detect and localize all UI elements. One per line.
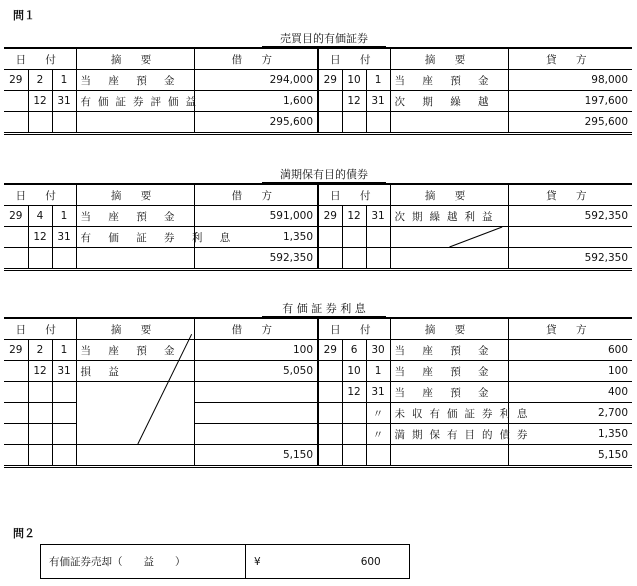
header-summary-right: 摘 要 — [390, 48, 508, 70]
year — [4, 382, 28, 403]
header-date-right: 日 付 — [318, 184, 390, 206]
year-right — [318, 424, 342, 445]
month: 12 — [28, 361, 52, 382]
day — [52, 403, 76, 424]
month — [28, 424, 52, 445]
table-row — [4, 382, 632, 403]
credit-amount: 5,150 — [508, 445, 632, 467]
day-right — [366, 112, 390, 134]
description-right: 次期繰越利益 — [390, 206, 508, 227]
month-right: 12 — [342, 206, 366, 227]
header-credit: 貸 方 — [508, 184, 632, 206]
description: 有価証券評価益 — [76, 91, 194, 112]
month: 12 — [28, 227, 52, 248]
debit-amount: 591,000 — [194, 206, 318, 227]
header-summary-right: 摘 要 — [390, 318, 508, 340]
year — [4, 112, 28, 134]
header-summary-right: 摘 要 — [390, 184, 508, 206]
year-right — [318, 382, 342, 403]
table-row — [4, 206, 632, 227]
month: 2 — [28, 340, 52, 361]
month-right: 6 — [342, 340, 366, 361]
day — [52, 424, 76, 445]
year — [4, 227, 28, 248]
header-date-right: 日 付 — [318, 318, 390, 340]
year-right — [318, 248, 342, 270]
answer-value: 600 — [360, 555, 381, 568]
description-right: 当 座 預 金 — [390, 361, 508, 382]
debit-amount: 100 — [194, 340, 318, 361]
answer-value-cell — [246, 545, 409, 578]
debit-amount — [194, 424, 318, 445]
year: 29 — [4, 70, 28, 91]
debit-amount — [194, 403, 318, 424]
day: 31 — [52, 361, 76, 382]
diagonal-line — [77, 322, 194, 444]
header-summary: 摘 要 — [76, 318, 194, 340]
day — [52, 382, 76, 403]
header-date: 日 付 — [4, 318, 76, 340]
year — [4, 424, 28, 445]
description-right: 当 座 預 金 — [390, 70, 508, 91]
month-right: 10 — [342, 361, 366, 382]
header-date: 日 付 — [4, 48, 76, 70]
credit-amount — [508, 227, 632, 248]
description-right — [390, 248, 508, 270]
description — [76, 445, 194, 467]
credit-amount: 1,350 — [508, 424, 632, 445]
credit-amount: 592,350 — [508, 248, 632, 270]
day-right — [366, 445, 390, 467]
credit-amount: 98,000 — [508, 70, 632, 91]
ledger-2-table — [4, 183, 632, 271]
ledger-3-table — [4, 317, 632, 468]
day — [52, 248, 76, 270]
description-right: 次 期 繰 越 — [390, 91, 508, 112]
day-right: 1 — [366, 70, 390, 91]
header-credit: 貸 方 — [508, 48, 632, 70]
table-row — [4, 445, 632, 467]
description-right — [390, 445, 508, 467]
table-row — [4, 112, 632, 134]
header-date-right: 日 付 — [318, 48, 390, 70]
month-right — [342, 445, 366, 467]
year: 29 — [4, 206, 28, 227]
credit-amount: 295,600 — [508, 112, 632, 134]
debit-amount: 5,050 — [194, 361, 318, 382]
description: 当 座 預 金 — [76, 206, 194, 227]
day-right: 〃 — [366, 403, 390, 424]
year-right: 29 — [318, 70, 342, 91]
month — [28, 382, 52, 403]
credit-amount: 100 — [508, 361, 632, 382]
day-right — [366, 227, 390, 248]
day: 31 — [52, 91, 76, 112]
year-right — [318, 361, 342, 382]
description: 当 座 預 金 — [76, 340, 194, 361]
description-right — [390, 227, 508, 248]
year-right — [318, 227, 342, 248]
debit-amount: 1,600 — [194, 91, 318, 112]
credit-amount: 592,350 — [508, 206, 632, 227]
year — [4, 445, 28, 467]
header-summary: 摘 要 — [76, 184, 194, 206]
debit-amount: 1,350 — [194, 227, 318, 248]
month-right — [342, 424, 366, 445]
month-right: 10 — [342, 70, 366, 91]
credit-amount: 400 — [508, 382, 632, 403]
day-right: 30 — [366, 340, 390, 361]
day — [52, 112, 76, 134]
header-date: 日 付 — [4, 184, 76, 206]
month — [28, 112, 52, 134]
header-credit: 貸 方 — [508, 318, 632, 340]
year-right — [318, 403, 342, 424]
year-right — [318, 445, 342, 467]
header-summary: 摘 要 — [76, 48, 194, 70]
answer-label: 有価証券売却（ 益 ） — [41, 545, 246, 578]
day-right — [366, 248, 390, 270]
question-2-label: 問２ — [13, 527, 35, 540]
header-debit: 借 方 — [194, 318, 318, 340]
ledger-3-title: 有 価 証 券 利 息 — [262, 300, 386, 317]
description: 当 座 預 金 — [76, 70, 194, 91]
description: 有 価 証 券 利 息 — [76, 227, 194, 248]
month-right: 12 — [342, 91, 366, 112]
description-right: 当 座 預 金 — [390, 340, 508, 361]
description-right: 未収有価証券利息 — [390, 403, 508, 424]
day-right: 31 — [366, 91, 390, 112]
table-row — [4, 248, 632, 270]
day-right: 〃 — [366, 424, 390, 445]
description — [76, 382, 194, 445]
month: 12 — [28, 91, 52, 112]
question-1-label: 問１ — [13, 9, 35, 22]
year — [4, 403, 28, 424]
credit-amount: 600 — [508, 340, 632, 361]
year — [4, 361, 28, 382]
header-debit: 借 方 — [194, 48, 318, 70]
day-right: 1 — [366, 361, 390, 382]
year-right — [318, 112, 342, 134]
answer-box — [40, 544, 410, 579]
credit-amount: 197,600 — [508, 91, 632, 112]
year: 29 — [4, 340, 28, 361]
description — [76, 248, 194, 270]
ledger-1-title: 売買目的有価証券 — [262, 30, 386, 47]
credit-amount: 2,700 — [508, 403, 632, 424]
description-right: 満期保有目的債券 — [390, 424, 508, 445]
day — [52, 445, 76, 467]
debit-amount: 592,350 — [194, 248, 318, 270]
year-right: 29 — [318, 206, 342, 227]
ledger-2-title: 満期保有目的債券 — [262, 166, 386, 183]
day-right: 31 — [366, 382, 390, 403]
year-right — [318, 91, 342, 112]
year — [4, 91, 28, 112]
description-right — [390, 112, 508, 134]
day: 1 — [52, 340, 76, 361]
month — [28, 403, 52, 424]
debit-amount: 5,150 — [194, 445, 318, 467]
ledger-1-table — [4, 47, 632, 135]
debit-amount: 295,600 — [194, 112, 318, 134]
table-row — [4, 70, 632, 91]
month — [28, 445, 52, 467]
month-right — [342, 403, 366, 424]
month-right — [342, 248, 366, 270]
diagonal-line — [391, 227, 508, 247]
month — [28, 248, 52, 270]
day-right: 31 — [366, 206, 390, 227]
year — [4, 248, 28, 270]
day: 1 — [52, 70, 76, 91]
debit-amount: 294,000 — [194, 70, 318, 91]
month-right — [342, 227, 366, 248]
table-row — [4, 91, 632, 112]
month-right — [342, 112, 366, 134]
day: 31 — [52, 227, 76, 248]
month: 4 — [28, 206, 52, 227]
description — [76, 112, 194, 134]
yen-sign: ¥ — [254, 555, 261, 568]
year-right: 29 — [318, 340, 342, 361]
table-row — [4, 227, 632, 248]
debit-amount — [194, 382, 318, 403]
month: 2 — [28, 70, 52, 91]
description: 損 益 — [76, 361, 194, 382]
day: 1 — [52, 206, 76, 227]
month-right: 12 — [342, 382, 366, 403]
description-right: 当 座 預 金 — [390, 382, 508, 403]
header-debit: 借 方 — [194, 184, 318, 206]
